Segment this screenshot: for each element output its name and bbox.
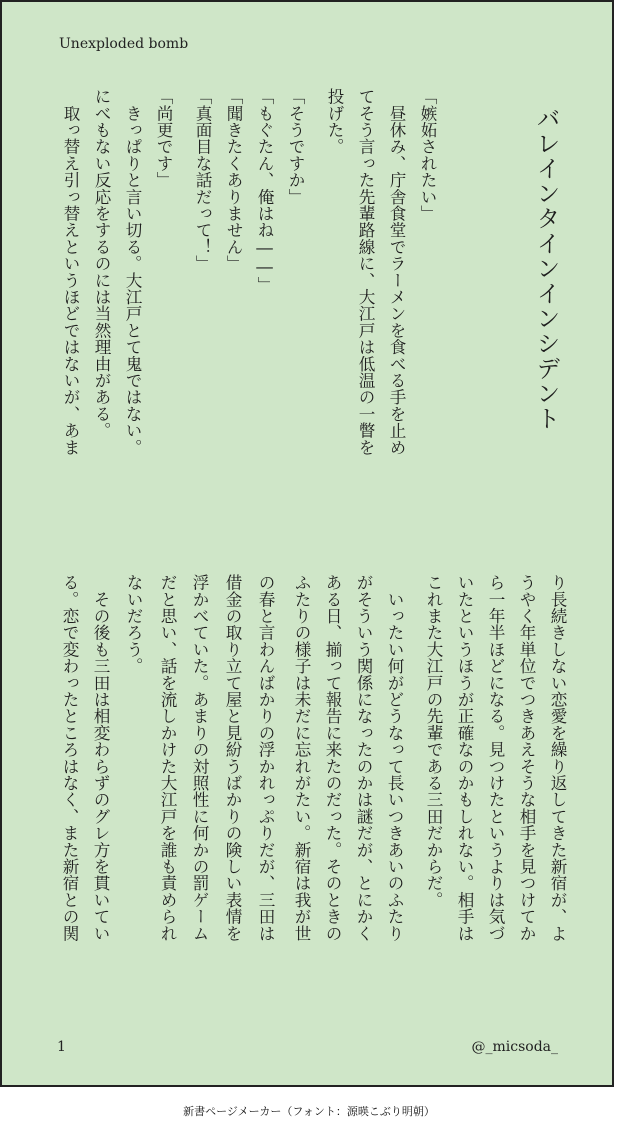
text-column: その後も三田は相変わらずのグレ方を貫いてい [91, 574, 110, 942]
text-column: 「嫉妬されたい」 [418, 88, 437, 222]
text-column: きっぱりと言い切る。大江戸とて鬼ではない。 [123, 88, 142, 456]
text-column: り長続きしない恋愛を繰り返してきた新宿が、よ [548, 574, 567, 942]
text-column: がそういう関係になったのかは謎だが、とにかく [354, 574, 373, 942]
text-column: 投げた。 [325, 88, 344, 155]
text-column: 「もぐたん、俺はね――」 [255, 88, 274, 294]
text-column: ないだろう。 [124, 574, 143, 675]
author-handle: @_micsoda_ [471, 1039, 558, 1055]
text-column: る。恋で変わったところはなく、また新宿との関 [60, 574, 79, 942]
page-number: 1 [57, 1039, 66, 1055]
story-title: バレインタインインシデント [532, 106, 560, 431]
text-column: 取っ替え引っ替えというほどではないが、あま [61, 88, 80, 456]
text-column: 昼休み、庁舎食堂でラーメンを食べる手を止め [387, 88, 406, 456]
generator-caption: 新書ページメーカー（フォント：源暎こぶり明朝） [183, 1105, 435, 1118]
text-column: 「真面目な話だって！」 [193, 88, 212, 272]
text-column: 借金の取り立て屋と見紛うばかりの険しい表情を [223, 574, 242, 942]
text-column: の春と言わんばかりの浮かれっぷりだが、三田は [256, 574, 275, 942]
text-column: 浮かべていた。あまりの対照性に何かの罰ゲーム [190, 574, 209, 942]
text-column: うやく年単位でつきあえそうな相手を見つけてか [517, 574, 536, 942]
text-column: にべもない反応をするのには当然理由がある。 [92, 88, 111, 439]
text-column: これまた大江戸の先輩である三田だからだ。 [424, 574, 443, 908]
text-column: いったい何がどうなって長いつきあいのふたり [385, 574, 404, 942]
text-column: 「尚更です」 [154, 88, 173, 189]
text-column: だと思い、話を流しかけた大江戸を誰も責められ [158, 574, 177, 942]
header-label: Unexploded bomb [59, 36, 189, 52]
text-column: ら一年半ほどになる。見つけたというよりは気づ [486, 574, 505, 942]
text-column: てそう言った先輩路線に、大江戸は低温の一瞥を [356, 88, 375, 456]
text-column: ある日、揃って報告に来たのだった。そのときの [323, 574, 342, 942]
text-column: 「聞きたくありません」 [224, 88, 243, 272]
text-column: 「そうですか」 [286, 88, 305, 205]
text-column: ふたりの様子は未だに忘れがたい。新宿は我が世 [292, 574, 311, 942]
text-column: いたというほうが正確なのかもしれない。相手は [455, 574, 474, 942]
